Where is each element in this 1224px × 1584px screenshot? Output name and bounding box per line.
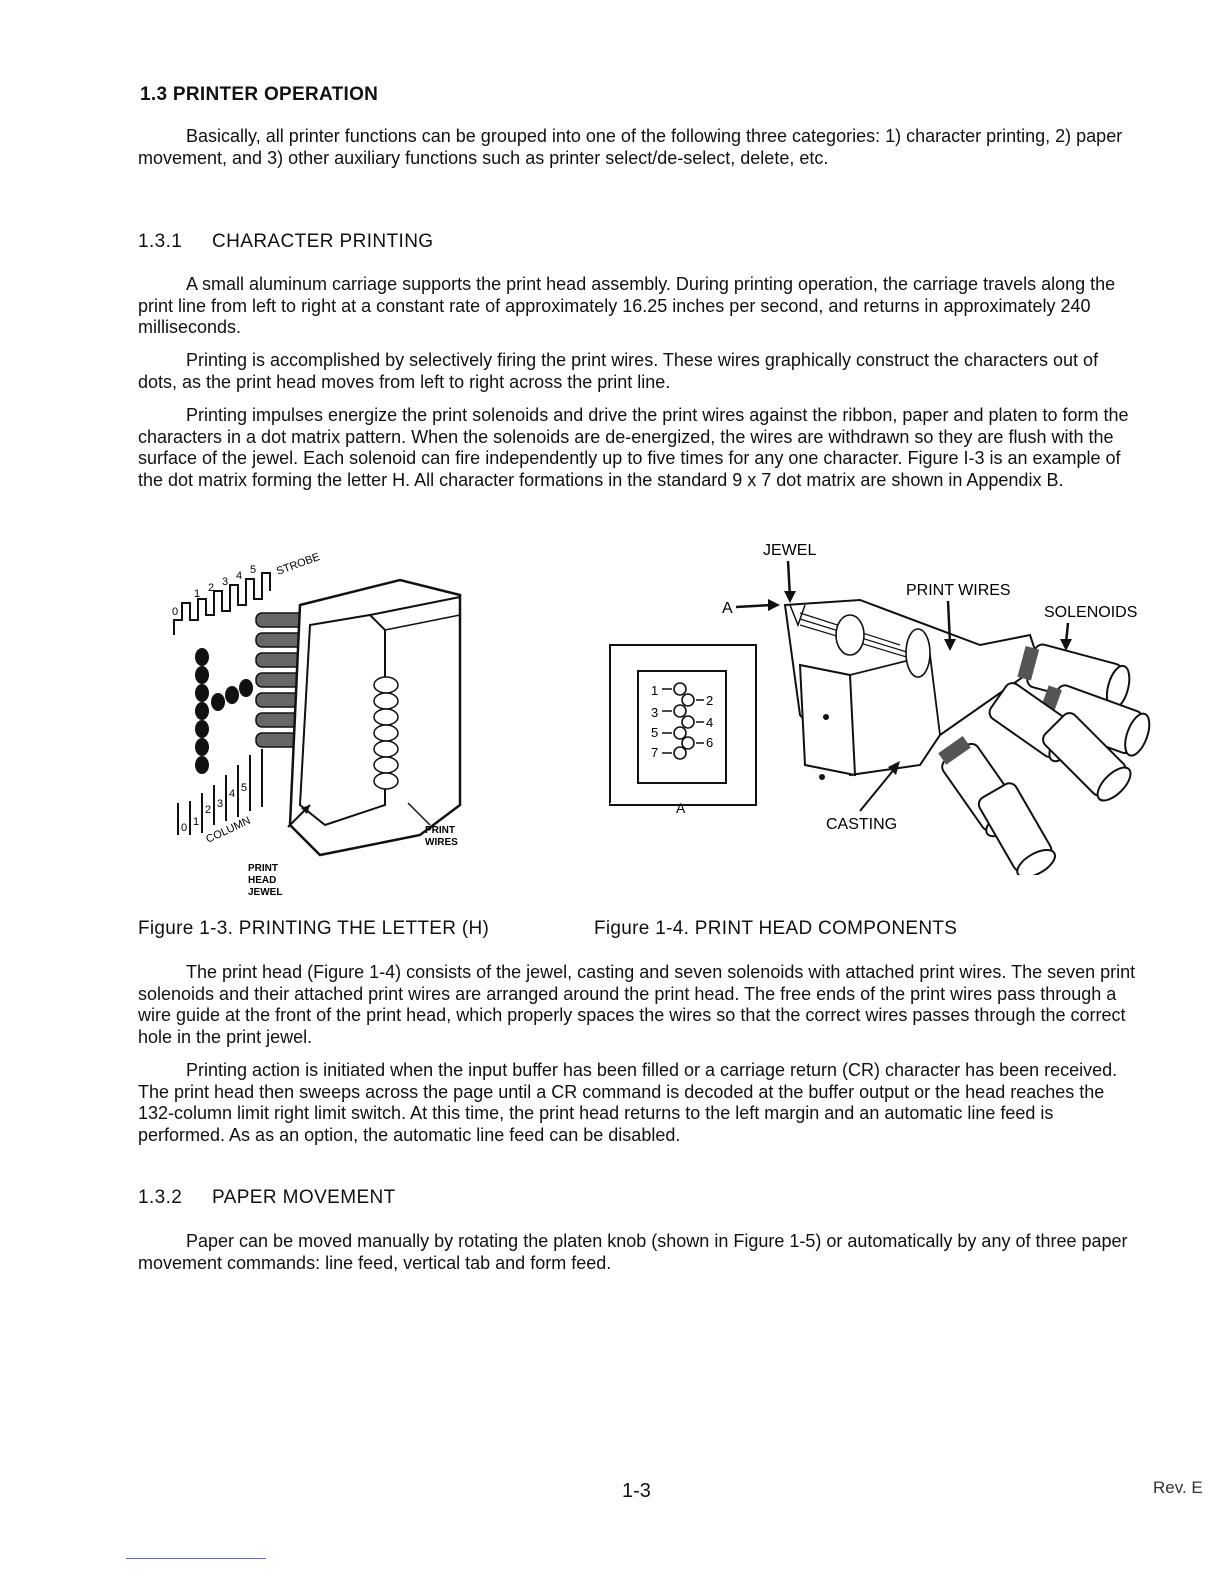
hole-label: 7 [651,745,659,760]
column-label: COLUMN [204,814,253,846]
print-head-jewel-label: HEAD [248,875,277,886]
figure-1-4-caption: Figure 1-4. PRINT HEAD COMPONENTS [594,918,958,939]
hole-label: 4 [706,715,714,730]
strobe-digit: 3 [222,576,229,588]
column-digit: 1 [193,816,200,828]
paragraph-printing-action: Printing action is initiated when the input buffer has been filled or a carriage return (CR) character has been received. The print head then sweeps across the page until a CR command is decoded at the buffer output or the head reaches the 132-column limit right limit switch. At this time, the print head returns to the left margin and an automatic line feed is performed. As as an option, the automatic line feed can be disabled. [138,1060,1118,1145]
paragraph-carriage: A small aluminum carriage supports the print head assembly. During printing operation, the carriage travels along the print line from left to right at a constant rate of approximately 16.25 inches per second, and returns in approximately 240 milliseconds. [138,274,1116,337]
casting-label: CASTING [826,816,898,833]
column-digit: 0 [181,822,188,834]
a-arrow-label: A [722,600,733,617]
subsection-heading-paper-movement: 1.3.2 PAPER MOVEMENT [138,1187,396,1208]
a-bottom-label: A [676,800,686,816]
column-digit: 2 [205,804,212,816]
print-head-jewel-label: JEWEL [248,887,283,898]
revision-label: Rev. E [1153,1478,1203,1497]
strobe-digit: 0 [172,606,179,618]
subsection-heading-character-printing: 1.3.1 CHARACTER PRINTING [138,231,434,252]
column-digit: 4 [229,788,236,800]
section-heading: 1.3 PRINTER OPERATION [140,84,379,105]
strobe-digit: 2 [208,582,215,594]
strobe-label: STROBE [274,551,322,578]
figure-printing-letter-h [160,535,500,905]
print-wires-label: PRINT WIRES [906,582,1011,599]
paragraph-impulses: Printing impulses energize the print solenoids and drive the print wires against the ribbon, paper and platen to form the characters in a dot matrix pattern. When the solenoids are de-energized, the wires are withdrawn so they are flush with the surface of the jewel. Each solenoid can fire independently up to five times for any one character. Figure I-3 is an example of the dot matrix forming the letter H. All character formations in the standard 9 x 7 dot matrix are shown in Appendix B. [138,405,1129,490]
hole-label: 2 [706,693,714,708]
solenoids-label: SOLENOIDS [1044,604,1138,621]
figure-1-3-caption: Figure 1-3. PRINTING THE LETTER (H) [138,918,490,939]
intro-paragraph: Basically, all printer functions can be grouped into one of the following three categories: 1) character printing, 2) paper movement, and 3) other auxiliary functions such as printer select/de-select, delete, etc. [138,126,1123,168]
hole-label: 5 [651,725,659,740]
paragraph-paper-movement: Paper can be moved manually by rotating the platen knob (shown in Figure 1-5) or automatically by any of three paper movement commands: line feed, vertical tab and form feed. [138,1231,1128,1273]
letter-h-dots [195,648,253,774]
paragraph-print-wires: Printing is accomplished by selectively firing the print wires. These wires graphically construct the characters out of dots, as the print head moves from left to right across the print line. [138,350,1099,392]
column-digit: 3 [217,798,224,810]
print-wires-label: PRINT [425,825,455,836]
hole-label: 3 [651,705,659,720]
column-digit: 5 [241,782,248,794]
hole-label: 1 [651,683,659,698]
strobe-digit: 5 [250,564,257,576]
hole-label: 6 [706,735,714,750]
strobe-digit: 1 [194,588,201,600]
jewel-label: JEWEL [763,542,817,559]
footer-rule [126,1558,266,1559]
figure-print-head-components [600,535,1170,875]
print-head-jewel-label: PRINT [248,863,278,874]
strobe-digit: 4 [236,570,243,582]
print-wires-label: WIRES [425,837,458,848]
paragraph-print-head: The print head (Figure 1-4) consists of the jewel, casting and seven solenoids with attached print wires. The seven print solenoids and their attached print wires are arranged around the print head. The free ends of the print wires pass through a wire guide at the front of the print head, which properly spaces the wires so that the correct wires passes through the correct hole in the print jewel. [138,962,1136,1047]
page-number: 1-3 [622,1480,651,1502]
